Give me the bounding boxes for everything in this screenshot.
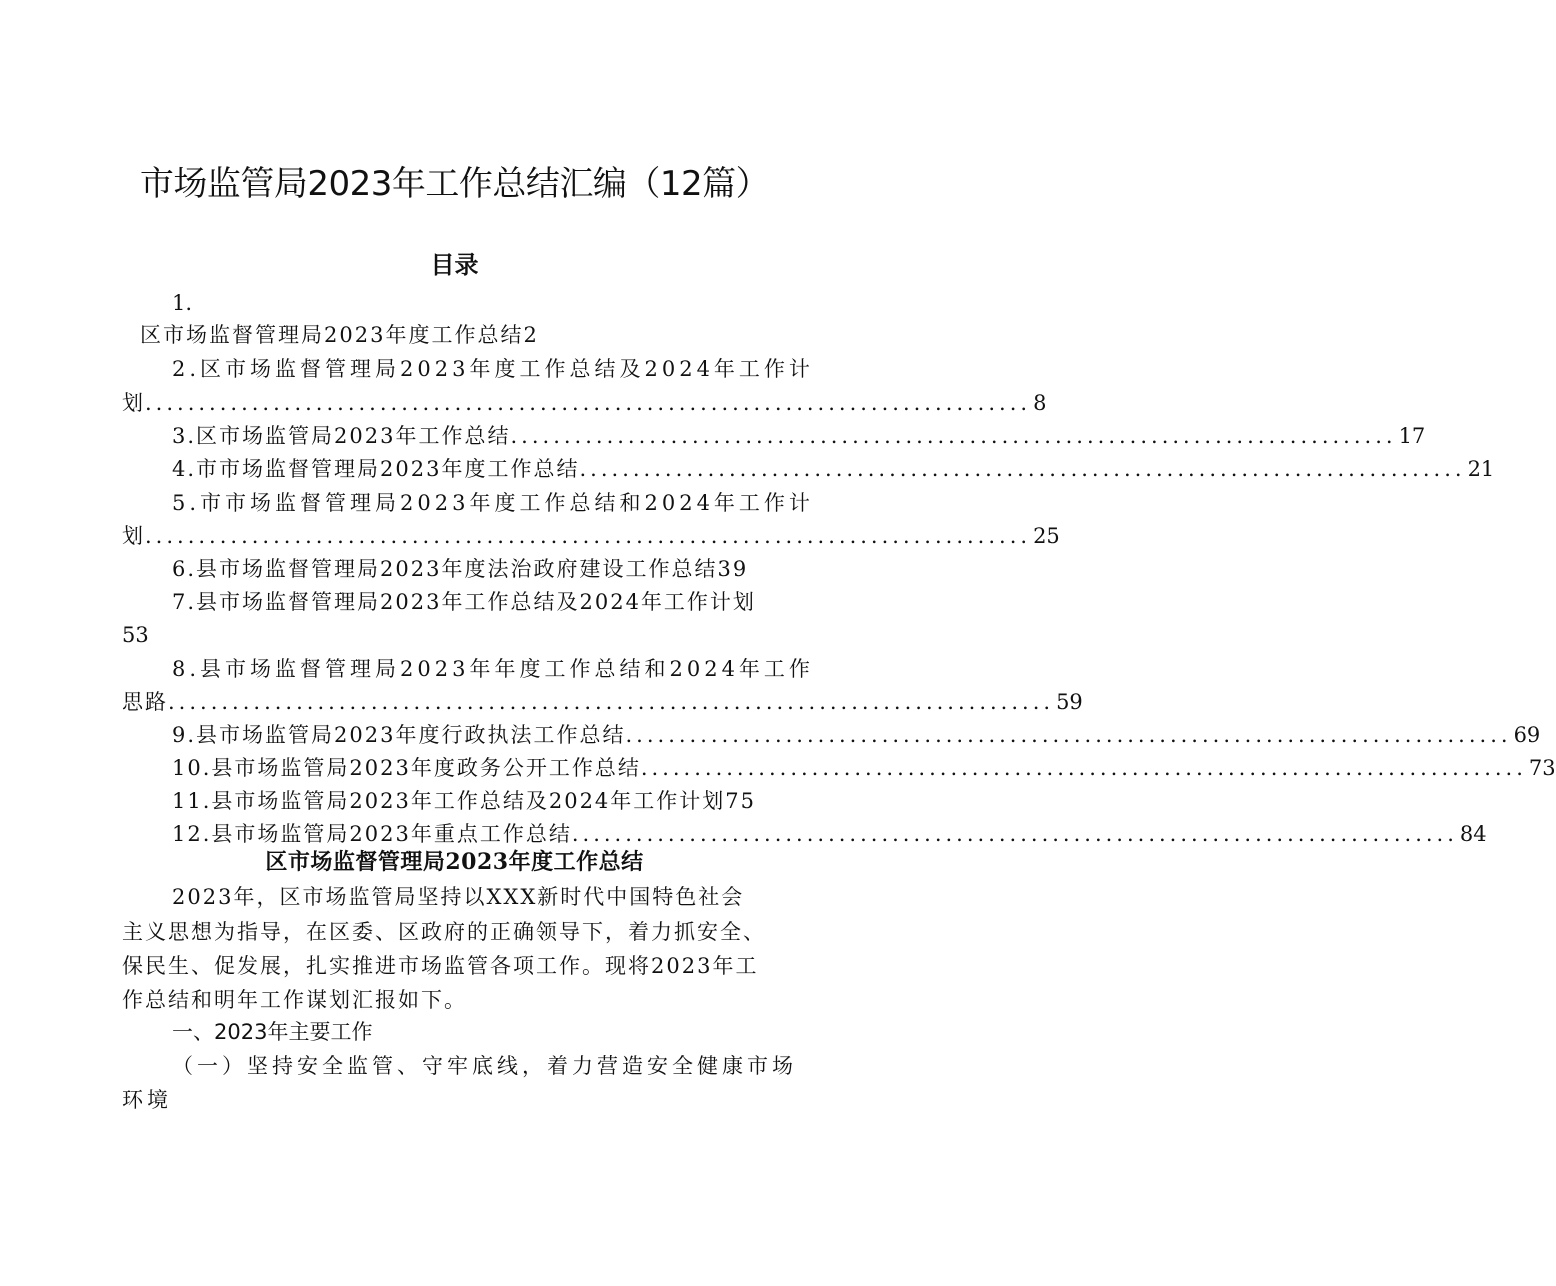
toc-leader-dots: ................................................................................... bbox=[168, 690, 1055, 714]
toc-leader-dots: ................................................................................... bbox=[625, 723, 1512, 747]
toc-entry-9-page: 69 bbox=[1513, 723, 1541, 747]
toc-entry-3-number: 3. bbox=[172, 424, 197, 448]
toc-entry-9-text: 县市场监管局2023年度行政执法工作总结 bbox=[196, 723, 626, 747]
toc-leader-dots: ................................................................................... bbox=[510, 424, 1397, 448]
toc-leader-dots: ................................................................................... bbox=[640, 756, 1527, 780]
toc-entry-11-text: 县市场监管局2023年工作总结及2024年工作计划 bbox=[211, 789, 726, 813]
toc-entry-2 bbox=[172, 354, 814, 384]
toc-entry-6-page: 39 bbox=[717, 557, 749, 581]
toc-entry-3-page: 17 bbox=[1398, 424, 1426, 448]
toc-leader-dots: ................................................................................... bbox=[579, 457, 1466, 481]
toc-entry-8-number: 8. bbox=[172, 657, 201, 681]
heading-level-2-cont: 环境 bbox=[122, 1088, 172, 1112]
body-line-2: 主义思想为指导，在区委、区政府的正确领导下，着力抓安全、 bbox=[122, 920, 766, 944]
toc-entry-5-text: 市市场监督管理局2023年度工作总结和2024年工作计 bbox=[200, 491, 814, 515]
toc-entry-6-text: 县市场监督管理局2023年度法治政府建设工作总结 bbox=[196, 557, 718, 581]
toc-entry-6 bbox=[172, 554, 748, 584]
toc-entry-7-number: 7. bbox=[172, 590, 197, 614]
toc-entry-1-text: 区市场监督管理局2023年度工作总结 bbox=[140, 323, 524, 347]
toc-entry-4 bbox=[172, 454, 1495, 484]
toc-leader-dots: ................................................................................... bbox=[571, 822, 1458, 846]
toc-entry-1 bbox=[140, 320, 539, 350]
toc-entry-8-text-cont: 思路 bbox=[122, 690, 168, 714]
toc-entry-2-number: 2. bbox=[172, 357, 201, 381]
toc-entry-3 bbox=[172, 421, 1426, 451]
body-line-1: 2023年，区市场监管局坚持以XXX新时代中国特色社会 bbox=[172, 885, 745, 909]
toc-leader-dots: ................................................................................... bbox=[145, 391, 1032, 415]
toc-entry-2-text: 区市场监督管理局2023年度工作总结及2024年工作计 bbox=[200, 357, 814, 381]
toc-entry-11 bbox=[172, 786, 756, 816]
toc-entry-10-number: 10. bbox=[172, 756, 212, 780]
toc-entry-4-text: 市市场监督管理局2023年度工作总结 bbox=[196, 457, 580, 481]
toc-entry-4-number: 4. bbox=[172, 457, 197, 481]
toc-leader-dots: ................................................................................... bbox=[145, 524, 1032, 548]
toc-entry-10-page: 73 bbox=[1528, 756, 1556, 780]
body-line-3: 保民生、促发展，扎实推进市场监管各项工作。现将2023年工 bbox=[122, 954, 759, 978]
toc-entry-2-page: 8 bbox=[1033, 391, 1047, 415]
toc-entry-2-text-cont: 划 bbox=[122, 391, 145, 415]
body-line-4: 作总结和明年工作谋划汇报如下。 bbox=[122, 988, 467, 1012]
toc-entry-11-number: 11. bbox=[172, 789, 212, 813]
toc-entry-3-text: 区市场监管局2023年工作总结 bbox=[196, 424, 511, 448]
toc-entry-1-number: 1. bbox=[172, 291, 193, 315]
toc-entry-12 bbox=[172, 819, 1487, 849]
toc-heading: 目录 bbox=[430, 250, 479, 279]
toc-entry-9 bbox=[172, 720, 1541, 750]
toc-entry-12-number: 12. bbox=[172, 822, 212, 846]
toc-entry-10 bbox=[172, 753, 1556, 783]
document-title: 市场监管局2023年工作总结汇编（12篇） bbox=[139, 164, 770, 204]
toc-entry-8-continuation bbox=[122, 687, 1083, 717]
toc-entry-6-number: 6. bbox=[172, 557, 197, 581]
toc-entry-10-text: 县市场监管局2023年度政务公开工作总结 bbox=[211, 756, 641, 780]
toc-entry-5-page: 25 bbox=[1033, 524, 1060, 548]
toc-entry-7-page: 53 bbox=[122, 623, 149, 647]
toc-entry-12-page: 84 bbox=[1459, 822, 1487, 846]
toc-entry-11-page: 75 bbox=[725, 789, 757, 813]
toc-entry-1-page: 2 bbox=[523, 323, 539, 347]
toc-entry-4-page: 21 bbox=[1467, 457, 1495, 481]
toc-entry-8-page: 59 bbox=[1056, 690, 1083, 714]
toc-entry-12-text: 县市场监管局2023年重点工作总结 bbox=[211, 822, 572, 846]
toc-entry-5 bbox=[172, 488, 814, 518]
section-title: 区市场监督管理局2023年度工作总结 bbox=[265, 849, 644, 875]
toc-entry-7-text: 县市场监督管理局2023年工作总结及2024年工作计划 bbox=[196, 590, 756, 614]
toc-entry-5-number: 5. bbox=[172, 491, 201, 515]
heading-level-1: 一、2023年主要工作 bbox=[172, 1020, 373, 1044]
toc-entry-7 bbox=[172, 587, 756, 617]
toc-entry-9-number: 9. bbox=[172, 723, 197, 747]
toc-entry-8-text: 县市场监督管理局2023年年度工作总结和2024年工作 bbox=[200, 657, 814, 681]
heading-level-2: （一）坚持安全监管、守牢底线，着力营造安全健康市场 bbox=[172, 1054, 797, 1078]
toc-entry-8 bbox=[172, 654, 814, 684]
toc-entry-5-continuation bbox=[122, 521, 1060, 551]
toc-entry-5-text-cont: 划 bbox=[122, 524, 145, 548]
toc-entry-2-continuation bbox=[122, 388, 1047, 418]
